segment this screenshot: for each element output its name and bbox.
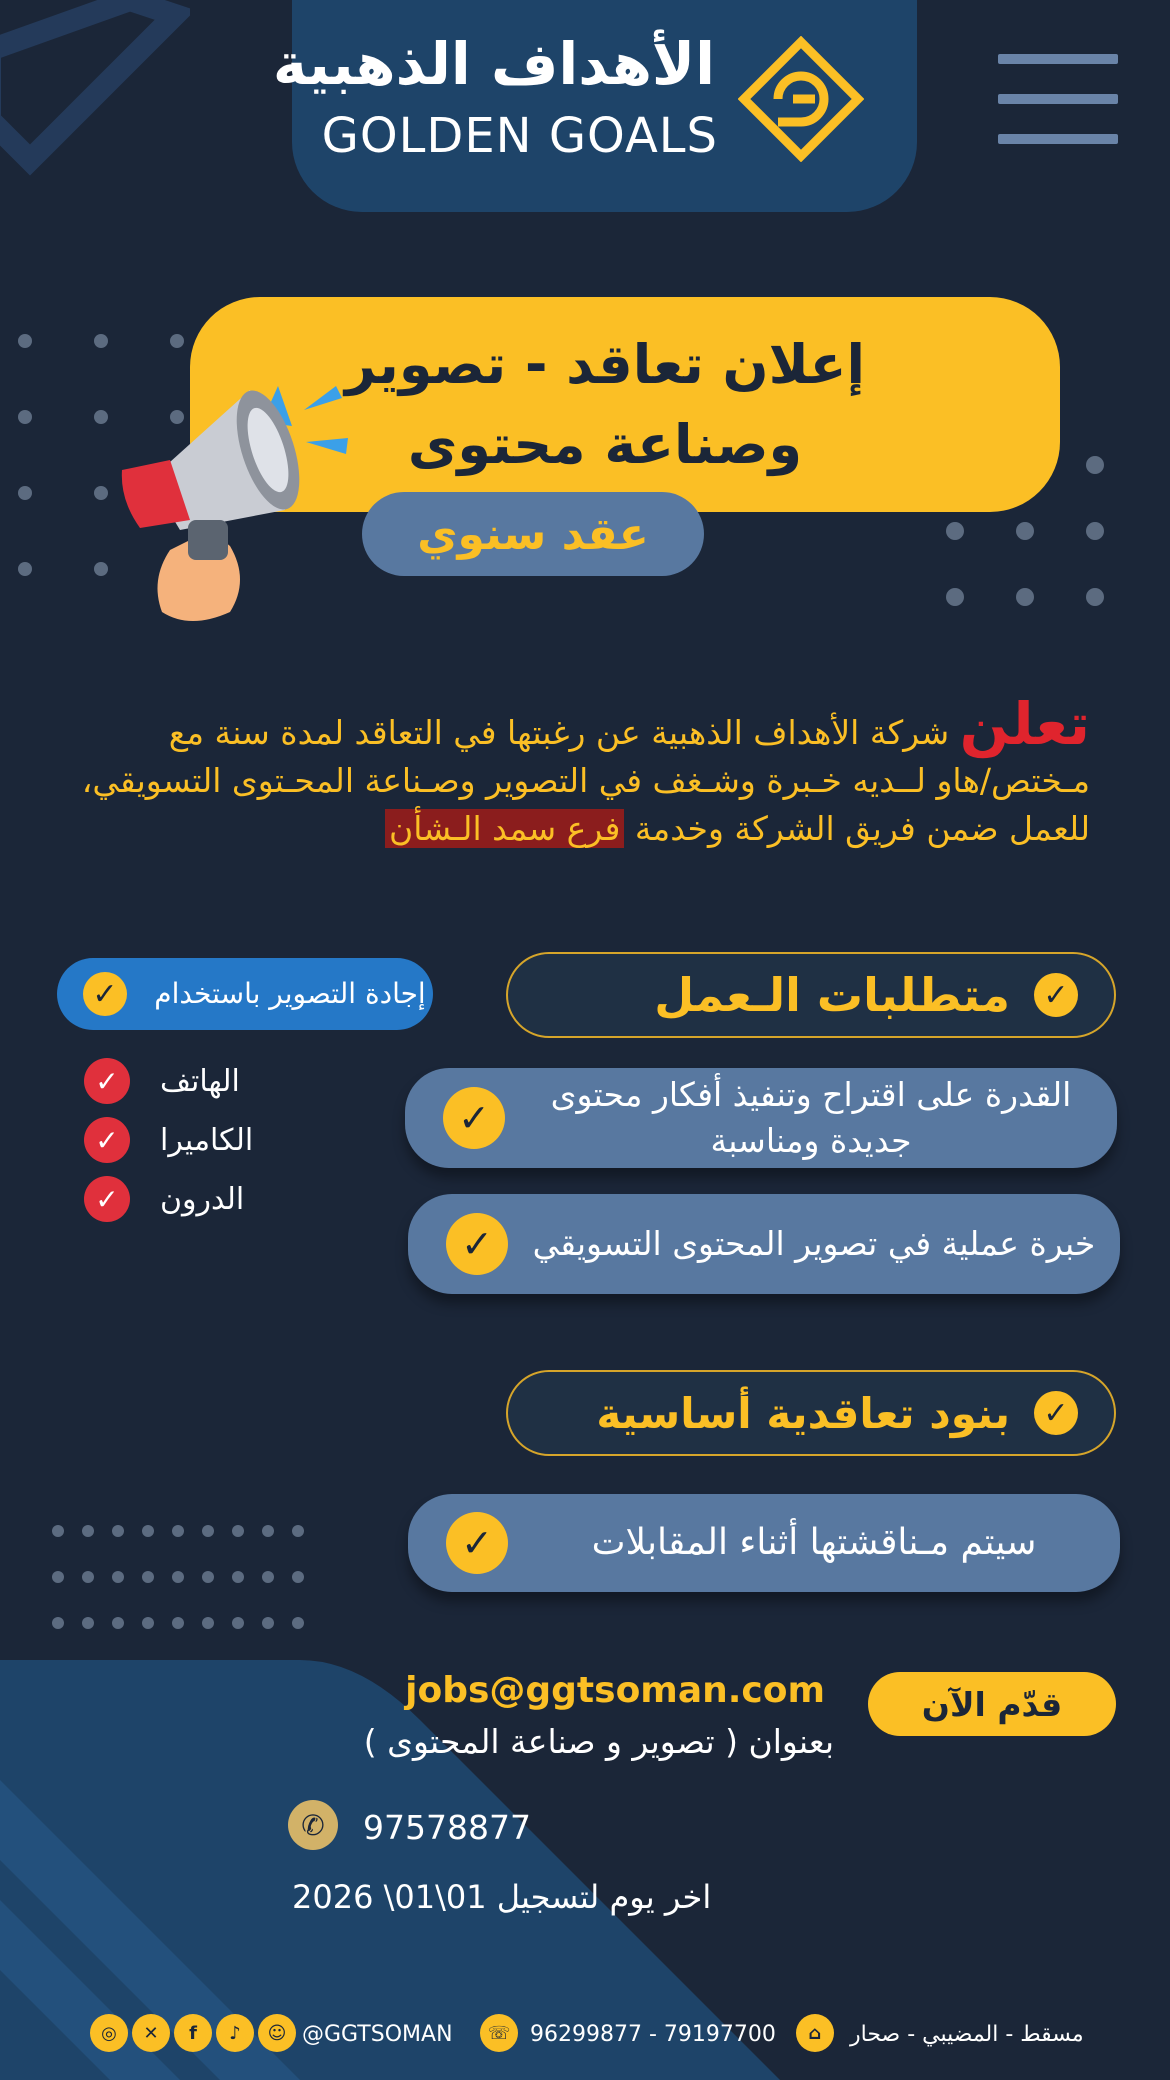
skill-item <box>84 1058 240 1104</box>
logo-arabic-text: الأهداف الذهبية <box>272 30 715 98</box>
footer-phones: 96299877 - 79197700 <box>530 2022 776 2047</box>
footer-location: مسقط - المضيبي - صحار <box>850 2022 1084 2047</box>
footer-handle: @GGTSOMAN <box>302 2022 453 2047</box>
facebook-icon[interactable]: f <box>174 2014 212 2052</box>
check-icon: ✓ <box>84 1058 130 1104</box>
check-icon: ✓ <box>84 1117 130 1163</box>
phone-icon: ✆ <box>288 1800 338 1850</box>
terms-heading <box>506 1370 1116 1456</box>
intro-branch-highlight: فرع سمد الـشأن <box>385 809 624 848</box>
intro-lead-word: تعلن <box>959 690 1090 758</box>
requirement-text: خبرة عملية في تصوير المحتوى التسويقي <box>532 1224 1096 1263</box>
requirement-card <box>405 1068 1117 1168</box>
terms-heading-text: بنود تعاقدية أساسية <box>596 1388 1010 1438</box>
check-icon: ✓ <box>83 972 127 1016</box>
email-subject: بعنوان ( تصوير و صناعة المحتوى ) <box>363 1722 834 1761</box>
check-icon: ✓ <box>84 1176 130 1222</box>
logo-english-text: GOLDEN GOALS <box>321 108 718 164</box>
requirement-text: القدرة على اقتراح وتنفيذ أفكار محتوى جديدة ومناسبة <box>550 1075 1072 1160</box>
skill-label: الدرون <box>160 1181 245 1217</box>
check-icon: ✓ <box>446 1213 508 1275</box>
email-link[interactable]: jobs@ggtsoman.com <box>405 1670 825 1711</box>
skills-heading: إجادة التصوير باستخدام <box>154 977 426 1010</box>
social-icons <box>90 2014 296 2052</box>
apply-now-button[interactable]: قدّم الآن <box>868 1672 1116 1736</box>
check-icon: ✓ <box>443 1087 505 1149</box>
megaphone-icon <box>110 350 370 630</box>
intro-paragraph <box>80 690 1090 853</box>
dot-grid-bottom <box>52 1525 304 1675</box>
requirement-card <box>408 1194 1120 1294</box>
check-icon: ✓ <box>1034 1391 1078 1435</box>
golden-goals-logo-icon <box>738 36 864 162</box>
banner-title: إعلان تعاقد - تصوير وصناعة محتوى <box>344 333 866 476</box>
menu-icon[interactable] <box>998 54 1118 144</box>
instagram-icon[interactable]: ◎ <box>90 2014 128 2052</box>
phone-number[interactable]: 97578877 <box>363 1808 531 1847</box>
intro-text: شركة الأهداف الذهبية عن رغبتها في التعاقد لمدة سنة مع مـختص/هاو لــديه خـبرة وشـغف في التصوير وصـناعة المحـتوى التسويقي، للعمل ضمن فريق الشركة وخدمة <box>81 713 1090 848</box>
tiktok-icon[interactable]: ♪ <box>216 2014 254 2052</box>
registration-deadline: اخر يوم لتسجيل 01\01\ 2026 <box>292 1878 712 1916</box>
snapchat-icon[interactable]: ☺ <box>258 2014 296 2052</box>
terms-card <box>408 1494 1120 1592</box>
location-icon: ⌂ <box>796 2014 834 2052</box>
corner-diamond-decoration <box>0 0 190 190</box>
telephone-icon: ☏ <box>480 2014 518 2052</box>
skill-label: الكاميرا <box>160 1122 254 1158</box>
x-icon[interactable]: ✕ <box>132 2014 170 2052</box>
skill-label: الهاتف <box>160 1063 240 1099</box>
contract-type-badge: عقد سنوي <box>362 492 704 576</box>
skill-item <box>84 1117 253 1163</box>
skill-item <box>84 1176 244 1222</box>
check-icon: ✓ <box>446 1512 508 1574</box>
skills-heading-pill <box>57 958 433 1030</box>
terms-text: سيتم مـناقشتها أثناء المقابلات <box>591 1522 1037 1563</box>
requirements-heading-text: متطلبات الـعمل <box>654 968 1010 1022</box>
requirements-heading <box>506 952 1116 1038</box>
check-icon: ✓ <box>1034 973 1078 1017</box>
